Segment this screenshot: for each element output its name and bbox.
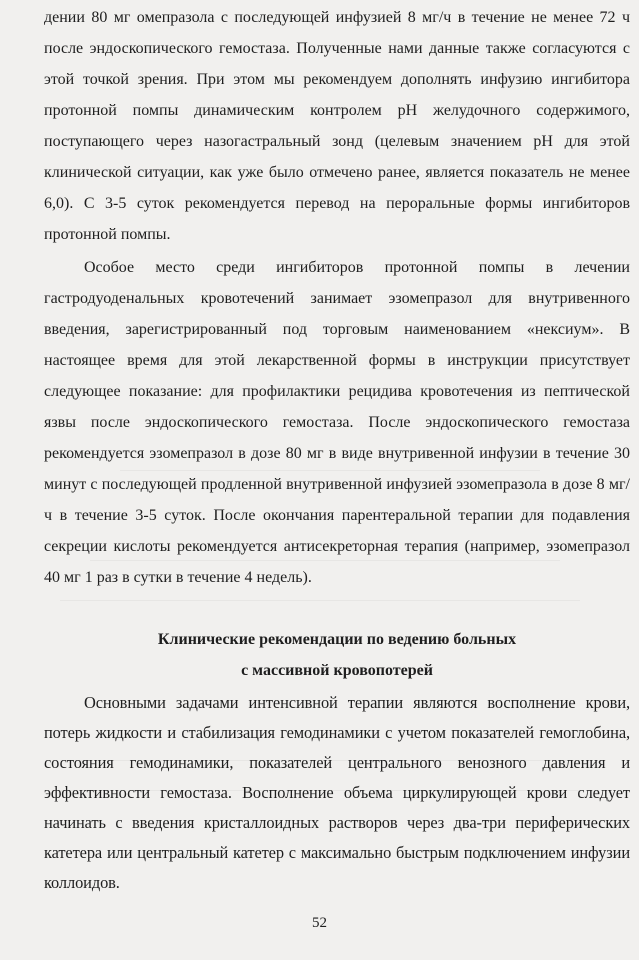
paragraph-omeprazole-infusion: дении 80 мг омепразола с последующей инфузией 8 мг/ч в течение не менее 72 ч после эндоскопического гемостаза. Полученные нами данные также согласуются с этой точкой зрения. При этом мы рекомендуем дополнять инфузию ингибитора протонной помпы динамическим контролем pH желудочного содержимого, поступающего через назогастральный зонд (целевым значением pH для этой клинической ситуации, как уже было отмечено ранее, является показатель не менее 6,0). С 3-5 суток рекомендуется перевод на пероральные формы ингибиторов протонной помпы.	[44, 9, 630, 243]
paragraph-esomeprazole: Особое место среди ингибиторов протонной помпы в лечении гастродуоденальных кровотечений занимает эзомепразол для внутривенного введения, зарегистрированный под торговым наименованием «нексиум». В настоящее время для этой лекарственной формы в инструкции присутствует следующее показание: для профилактики рецидива кровотечения из пептической язвы после эндоскопического гемостаза. После эндоскопического гемостаза рекомендуется эзомепразол в дозе 80 мг в виде внутривенной инфузии в течение 30 минут с последующей продленной внутривенной инфузией эзомепразола в дозе 8 мг/ч в течение 3-5 суток. После окончания парентеральной терапии для подавления секреции кислоты рекомендуется антисекреторная терапия (например, эзомепразол 40 мг 1 раз в сутки в течение 4 недель).	[44, 259, 630, 586]
section-heading	[44, 624, 630, 686]
section-heading-line-2: с массивной кровопотерей	[241, 662, 433, 679]
section-heading-line-1: Клинические рекомендации по ведению больных	[157, 631, 517, 648]
page-number: 52	[312, 915, 327, 931]
paragraph-intensive-therapy: Основными задачами интенсивной терапии являются восполнение крови, потерь жидкости и стабилизация гемодинамики с учетом показателей гемоглобина, состояния гемодинамики, показателей центрального венозного давления и эффективности гемостаза. Восполнение объема циркулирующей крови следует начинать с введения кристаллоидных растворов через два-три периферических катетера или центральный катетер с максимально быстрым подключением инфузии коллоидов.	[44, 693, 630, 892]
